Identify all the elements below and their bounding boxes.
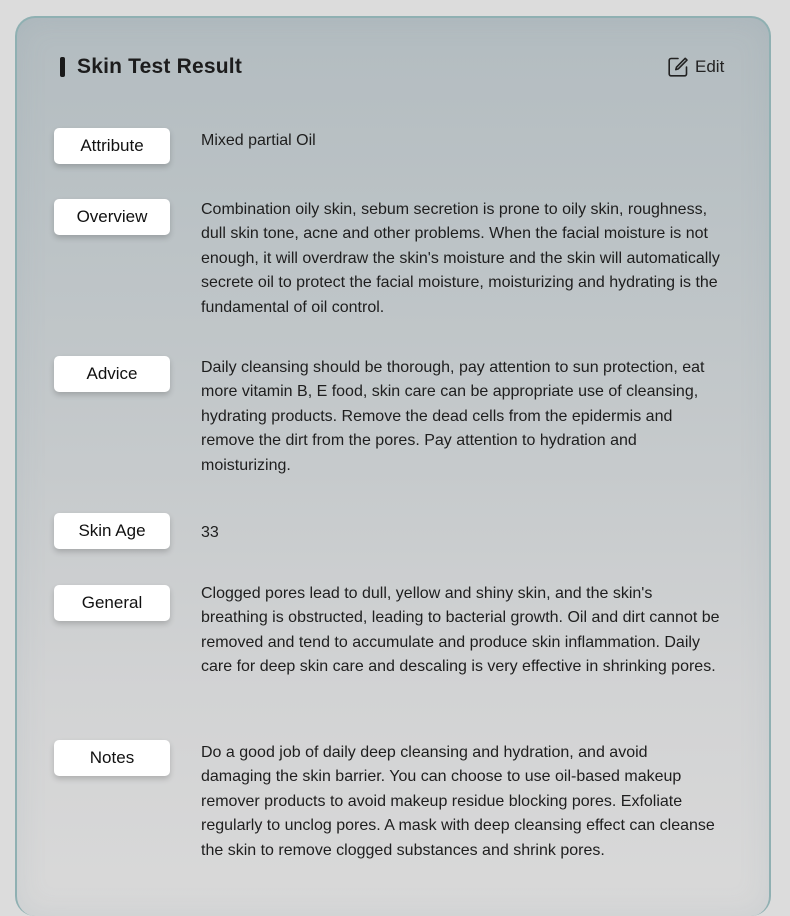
edit-icon bbox=[667, 56, 689, 78]
notes-label: Notes bbox=[54, 740, 170, 776]
title-accent-bar bbox=[60, 57, 65, 77]
advice-label: Advice bbox=[54, 356, 170, 392]
overview-label: Overview bbox=[54, 199, 170, 235]
edit-label: Edit bbox=[695, 57, 725, 76]
skin-age-value: 33 bbox=[201, 524, 219, 541]
skin-age-label: Skin Age bbox=[54, 513, 170, 549]
overview-value: Combination oily skin, sebum secretion is prone to oily skin, roughness, dull skin tone, acne and other problems. When the facial moisture is not enough, it will overdraw the skin's moisture and the skin will automatically secrete oil to protect the facial moisture, moisturizing and hydrating is the fundamental of oil control. bbox=[201, 201, 720, 316]
attribute-label: Attribute bbox=[54, 128, 170, 164]
advice-value: Daily cleansing should be thorough, pay attention to sun protection, eat more vitamin B, E food, skin care can be appropriate use of cleansing, hydrating products. Remove the dead cells from the epidermis and remove the dirt from the pores. Pay attention to hydration and moisturizing. bbox=[201, 359, 705, 474]
general-label: General bbox=[54, 585, 170, 621]
general-value: Clogged pores lead to dull, yellow and shiny skin, and the skin's breathing is obstructed, leading to bacterial growth. Oil and dirt cannot be removed and tend to accumulate and produce skin inflammation. Daily care for deep skin care and descaling is very effective in shrinking pores. bbox=[201, 585, 720, 676]
notes-value: Do a good job of daily deep cleansing and hydration, and avoid damaging the skin barrier. You can choose to use oil-based makeup remover products to avoid makeup residue blocking pores. Exfoliate regularly to unclog pores. A mask with deep cleansing effect can cleanse the skin to remove clogged substances and shrink pores. bbox=[201, 744, 715, 859]
edit-button[interactable] bbox=[667, 54, 724, 80]
attribute-value: Mixed partial Oil bbox=[201, 132, 316, 149]
card-header bbox=[60, 52, 242, 82]
page-title: Skin Test Result bbox=[77, 55, 243, 78]
